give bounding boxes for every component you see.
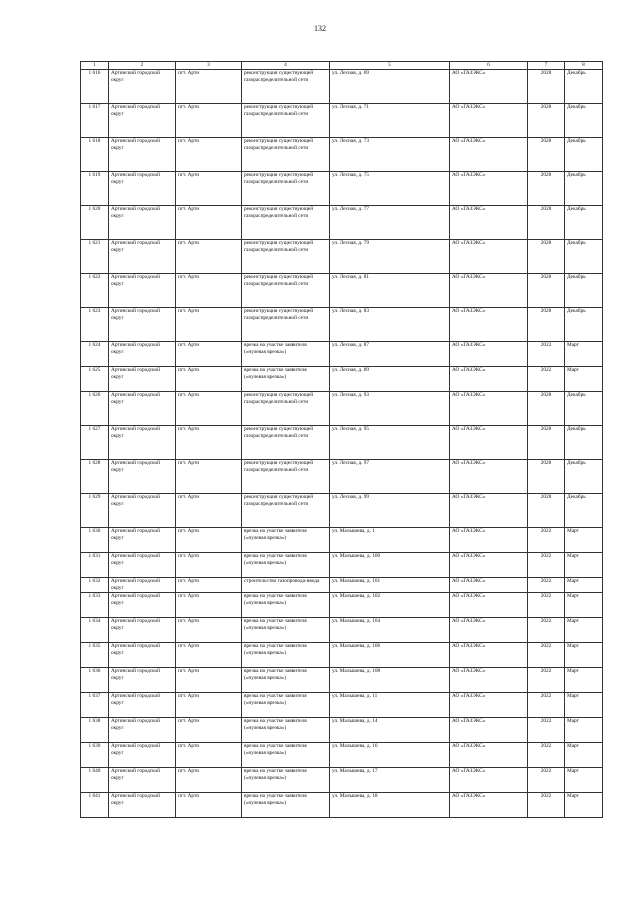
cell-number: 1 631 bbox=[81, 553, 109, 578]
cell-month: Март bbox=[565, 693, 603, 718]
cell-month: Декабрь bbox=[565, 460, 603, 494]
table-row bbox=[81, 138, 603, 172]
cell-organization: АО «ГАЗЭКС» bbox=[450, 308, 528, 342]
cell-work-type: реконструкция существующей газораспределительной сети bbox=[242, 426, 330, 460]
cell-organization: АО «ГАЗЭКС» bbox=[450, 618, 528, 643]
cell-work-type: реконструкция существующей газораспределительной сети bbox=[242, 172, 330, 206]
cell-address: ул. Малышева, д. 11 bbox=[330, 693, 450, 718]
cell-month: Декабрь bbox=[565, 138, 603, 172]
table-row bbox=[81, 342, 603, 367]
cell-locality: пгт. Арти bbox=[176, 643, 242, 668]
cell-organization: АО «ГАЗЭКС» bbox=[450, 718, 528, 743]
cell-district: Артинский городской округ bbox=[109, 240, 176, 274]
cell-locality: пгт. Арти bbox=[176, 593, 242, 618]
cell-year: 2022 bbox=[528, 553, 565, 578]
cell-address: ул. Малышева, д. 106 bbox=[330, 643, 450, 668]
cell-month: Декабрь bbox=[565, 392, 603, 426]
cell-year: 2028 bbox=[528, 240, 565, 274]
cell-work-type: врезка на участке заявителя («нулевая врезка») bbox=[242, 643, 330, 668]
cell-work-type: врезка на участке заявителя («нулевая врезка») bbox=[242, 367, 330, 392]
cell-number: 1 638 bbox=[81, 718, 109, 743]
column-header: 2 bbox=[109, 62, 176, 70]
cell-month: Декабрь bbox=[565, 274, 603, 308]
cell-organization: АО «ГАЗЭКС» bbox=[450, 528, 528, 553]
cell-year: 2022 bbox=[528, 367, 565, 392]
table-row bbox=[81, 743, 603, 768]
cell-year: 2028 bbox=[528, 138, 565, 172]
cell-locality: пгт. Арти bbox=[176, 460, 242, 494]
cell-work-type: врезка на участке заявителя («нулевая врезка») bbox=[242, 718, 330, 743]
cell-work-type: врезка на участке заявителя («нулевая врезка») bbox=[242, 553, 330, 578]
cell-district: Артинский городской округ bbox=[109, 308, 176, 342]
table-row bbox=[81, 206, 603, 240]
table-row bbox=[81, 643, 603, 668]
cell-work-type: реконструкция существующей газораспределительной сети bbox=[242, 138, 330, 172]
cell-locality: пгт. Арти bbox=[176, 392, 242, 426]
cell-month: Декабрь bbox=[565, 70, 603, 104]
cell-month: Март bbox=[565, 578, 603, 593]
cell-locality: пгт. Арти bbox=[176, 793, 242, 818]
cell-address: ул. Лесная, д. 69 bbox=[330, 70, 450, 104]
cell-month: Декабрь bbox=[565, 172, 603, 206]
cell-month: Март bbox=[565, 618, 603, 643]
cell-number: 1 626 bbox=[81, 392, 109, 426]
cell-address: ул. Лесная, д. 77 bbox=[330, 206, 450, 240]
cell-work-type: врезка на участке заявителя («нулевая врезка») bbox=[242, 793, 330, 818]
cell-month: Декабрь bbox=[565, 494, 603, 528]
cell-district: Артинский городской округ bbox=[109, 138, 176, 172]
cell-address: ул. Малышева, д. 16 bbox=[330, 743, 450, 768]
cell-month: Март bbox=[565, 643, 603, 668]
cell-year: 2022 bbox=[528, 668, 565, 693]
cell-work-type: реконструкция существующей газораспределительной сети bbox=[242, 206, 330, 240]
cell-address: ул. Малышева, д. 1 bbox=[330, 528, 450, 553]
cell-work-type: реконструкция существующей газораспределительной сети bbox=[242, 274, 330, 308]
cell-district: Артинский городской округ bbox=[109, 768, 176, 793]
cell-month: Декабрь bbox=[565, 104, 603, 138]
cell-address: ул. Лесная, д. 79 bbox=[330, 240, 450, 274]
table-row bbox=[81, 172, 603, 206]
cell-number: 1 637 bbox=[81, 693, 109, 718]
cell-year: 2022 bbox=[528, 618, 565, 643]
cell-work-type: реконструкция существующей газораспределительной сети bbox=[242, 104, 330, 138]
table-row bbox=[81, 494, 603, 528]
cell-month: Март bbox=[565, 793, 603, 818]
cell-number: 1 618 bbox=[81, 138, 109, 172]
cell-number: 1 634 bbox=[81, 618, 109, 643]
cell-number: 1 622 bbox=[81, 274, 109, 308]
cell-number: 1 632 bbox=[81, 578, 109, 593]
table-row bbox=[81, 426, 603, 460]
table-row bbox=[81, 693, 603, 718]
cell-organization: АО «ГАЗЭКС» bbox=[450, 743, 528, 768]
cell-number: 1 636 bbox=[81, 668, 109, 693]
cell-district: Артинский городской округ bbox=[109, 367, 176, 392]
cell-month: Март bbox=[565, 593, 603, 618]
cell-district: Артинский городской округ bbox=[109, 342, 176, 367]
cell-district: Артинский городской округ bbox=[109, 743, 176, 768]
cell-work-type: реконструкция существующей газораспределительной сети bbox=[242, 392, 330, 426]
cell-year: 2022 bbox=[528, 593, 565, 618]
cell-month: Март bbox=[565, 768, 603, 793]
cell-year: 2022 bbox=[528, 578, 565, 593]
cell-locality: пгт. Арти bbox=[176, 274, 242, 308]
cell-address: ул. Малышева, д. 18 bbox=[330, 793, 450, 818]
cell-work-type: реконструкция существующей газораспределительной сети bbox=[242, 494, 330, 528]
cell-organization: АО «ГАЗЭКС» bbox=[450, 768, 528, 793]
cell-locality: пгт. Арти bbox=[176, 172, 242, 206]
table-row bbox=[81, 593, 603, 618]
cell-work-type: врезка на участке заявителя («нулевая врезка») bbox=[242, 528, 330, 553]
cell-organization: АО «ГАЗЭКС» bbox=[450, 578, 528, 593]
cell-organization: АО «ГАЗЭКС» bbox=[450, 172, 528, 206]
cell-district: Артинский городской округ bbox=[109, 668, 176, 693]
cell-locality: пгт. Арти bbox=[176, 367, 242, 392]
cell-organization: АО «ГАЗЭКС» bbox=[450, 693, 528, 718]
cell-organization: АО «ГАЗЭКС» bbox=[450, 206, 528, 240]
column-header: 8 bbox=[565, 62, 603, 70]
cell-number: 1 623 bbox=[81, 308, 109, 342]
cell-address: ул. Лесная, д. 97 bbox=[330, 460, 450, 494]
cell-organization: АО «ГАЗЭКС» bbox=[450, 494, 528, 528]
cell-address: ул. Малышева, д. 104 bbox=[330, 618, 450, 643]
cell-address: ул. Малышева, д. 102 bbox=[330, 593, 450, 618]
cell-locality: пгт. Арти bbox=[176, 308, 242, 342]
column-header: 6 bbox=[450, 62, 528, 70]
cell-number: 1 620 bbox=[81, 206, 109, 240]
cell-district: Артинский городской округ bbox=[109, 426, 176, 460]
cell-year: 2028 bbox=[528, 460, 565, 494]
cell-district: Артинский городской округ bbox=[109, 643, 176, 668]
cell-year: 2028 bbox=[528, 426, 565, 460]
table-header-row bbox=[81, 62, 603, 70]
cell-locality: пгт. Арти bbox=[176, 693, 242, 718]
cell-address: ул. Лесная, д. 75 bbox=[330, 172, 450, 206]
table-row bbox=[81, 240, 603, 274]
cell-locality: пгт. Арти bbox=[176, 104, 242, 138]
table-row bbox=[81, 104, 603, 138]
cell-address: ул. Лесная, д. 89 bbox=[330, 367, 450, 392]
cell-address: ул. Малышева, д. 14 bbox=[330, 718, 450, 743]
cell-address: ул. Лесная, д. 99 bbox=[330, 494, 450, 528]
table-row bbox=[81, 768, 603, 793]
cell-address: ул. Лесная, д. 95 bbox=[330, 426, 450, 460]
cell-district: Артинский городской округ bbox=[109, 578, 176, 593]
cell-district: Артинский городской округ bbox=[109, 494, 176, 528]
page-number: 132 bbox=[314, 24, 326, 33]
cell-year: 2028 bbox=[528, 70, 565, 104]
document-table bbox=[80, 61, 603, 818]
cell-organization: АО «ГАЗЭКС» bbox=[450, 793, 528, 818]
cell-year: 2022 bbox=[528, 342, 565, 367]
cell-work-type: реконструкция существующей газораспределительной сети bbox=[242, 460, 330, 494]
cell-number: 1 621 bbox=[81, 240, 109, 274]
cell-locality: пгт. Арти bbox=[176, 342, 242, 367]
cell-year: 2022 bbox=[528, 528, 565, 553]
cell-work-type: врезка на участке заявителя («нулевая врезка») bbox=[242, 342, 330, 367]
column-header: 5 bbox=[330, 62, 450, 70]
cell-address: ул. Лесная, д. 83 bbox=[330, 308, 450, 342]
cell-locality: пгт. Арти bbox=[176, 618, 242, 643]
cell-locality: пгт. Арти bbox=[176, 718, 242, 743]
cell-locality: пгт. Арти bbox=[176, 743, 242, 768]
table-row bbox=[81, 367, 603, 392]
cell-year: 2028 bbox=[528, 172, 565, 206]
cell-organization: АО «ГАЗЭКС» bbox=[450, 138, 528, 172]
cell-work-type: реконструкция существующей газораспределительной сети bbox=[242, 70, 330, 104]
cell-year: 2022 bbox=[528, 693, 565, 718]
cell-number: 1 641 bbox=[81, 793, 109, 818]
cell-district: Артинский городской округ bbox=[109, 460, 176, 494]
cell-year: 2028 bbox=[528, 308, 565, 342]
cell-year: 2022 bbox=[528, 768, 565, 793]
cell-number: 1 633 bbox=[81, 593, 109, 618]
cell-number: 1 628 bbox=[81, 460, 109, 494]
cell-address: ул. Лесная, д. 87 bbox=[330, 342, 450, 367]
cell-number: 1 616 bbox=[81, 70, 109, 104]
cell-district: Артинский городской округ bbox=[109, 593, 176, 618]
cell-organization: АО «ГАЗЭКС» bbox=[450, 104, 528, 138]
cell-year: 2022 bbox=[528, 643, 565, 668]
cell-work-type: врезка на участке заявителя («нулевая врезка») bbox=[242, 668, 330, 693]
cell-work-type: врезка на участке заявителя («нулевая врезка») bbox=[242, 593, 330, 618]
table-row bbox=[81, 392, 603, 426]
cell-address: ул. Лесная, д. 81 bbox=[330, 274, 450, 308]
cell-district: Артинский городской округ bbox=[109, 172, 176, 206]
table-row bbox=[81, 70, 603, 104]
cell-number: 1 629 bbox=[81, 494, 109, 528]
cell-organization: АО «ГАЗЭКС» bbox=[450, 392, 528, 426]
cell-locality: пгт. Арти bbox=[176, 240, 242, 274]
cell-organization: АО «ГАЗЭКС» bbox=[450, 668, 528, 693]
cell-locality: пгт. Арти bbox=[176, 768, 242, 793]
cell-work-type: врезка на участке заявителя («нулевая врезка») bbox=[242, 743, 330, 768]
cell-locality: пгт. Арти bbox=[176, 138, 242, 172]
cell-organization: АО «ГАЗЭКС» bbox=[450, 70, 528, 104]
cell-month: Март bbox=[565, 553, 603, 578]
cell-address: ул. Малышева, д. 101 bbox=[330, 578, 450, 593]
table-row bbox=[81, 668, 603, 693]
cell-year: 2028 bbox=[528, 206, 565, 240]
cell-organization: АО «ГАЗЭКС» bbox=[450, 367, 528, 392]
cell-organization: АО «ГАЗЭКС» bbox=[450, 553, 528, 578]
cell-month: Март bbox=[565, 367, 603, 392]
table-row bbox=[81, 793, 603, 818]
cell-district: Артинский городской округ bbox=[109, 70, 176, 104]
cell-number: 1 630 bbox=[81, 528, 109, 553]
column-header: 3 bbox=[176, 62, 242, 70]
cell-year: 2028 bbox=[528, 274, 565, 308]
cell-year: 2022 bbox=[528, 793, 565, 818]
cell-number: 1 624 bbox=[81, 342, 109, 367]
table-row bbox=[81, 718, 603, 743]
cell-year: 2022 bbox=[528, 718, 565, 743]
cell-number: 1 617 bbox=[81, 104, 109, 138]
cell-work-type: врезка на участке заявителя («нулевая врезка») bbox=[242, 768, 330, 793]
cell-work-type: врезка на участке заявителя («нулевая врезка») bbox=[242, 693, 330, 718]
cell-work-type: реконструкция существующей газораспределительной сети bbox=[242, 240, 330, 274]
cell-locality: пгт. Арти bbox=[176, 206, 242, 240]
cell-organization: АО «ГАЗЭКС» bbox=[450, 342, 528, 367]
column-header: 4 bbox=[242, 62, 330, 70]
cell-number: 1 639 bbox=[81, 743, 109, 768]
cell-number: 1 625 bbox=[81, 367, 109, 392]
cell-year: 2028 bbox=[528, 392, 565, 426]
cell-organization: АО «ГАЗЭКС» bbox=[450, 643, 528, 668]
cell-district: Артинский городской округ bbox=[109, 104, 176, 138]
cell-address: ул. Малышева, д. 108 bbox=[330, 668, 450, 693]
table-row bbox=[81, 553, 603, 578]
cell-number: 1 635 bbox=[81, 643, 109, 668]
cell-district: Артинский городской округ bbox=[109, 793, 176, 818]
table-row bbox=[81, 618, 603, 643]
cell-month: Декабрь bbox=[565, 308, 603, 342]
cell-organization: АО «ГАЗЭКС» bbox=[450, 274, 528, 308]
cell-locality: пгт. Арти bbox=[176, 70, 242, 104]
cell-district: Артинский городской округ bbox=[109, 274, 176, 308]
cell-month: Март bbox=[565, 668, 603, 693]
cell-month: Декабрь bbox=[565, 240, 603, 274]
cell-district: Артинский городской округ bbox=[109, 718, 176, 743]
cell-district: Артинский городской округ bbox=[109, 392, 176, 426]
cell-organization: АО «ГАЗЭКС» bbox=[450, 593, 528, 618]
cell-year: 2022 bbox=[528, 743, 565, 768]
cell-district: Артинский городской округ bbox=[109, 528, 176, 553]
cell-work-type: строительство газопровода-ввода bbox=[242, 578, 330, 593]
cell-address: ул. Лесная, д. 73 bbox=[330, 138, 450, 172]
cell-number: 1 640 bbox=[81, 768, 109, 793]
cell-month: Декабрь bbox=[565, 426, 603, 460]
cell-district: Артинский городской округ bbox=[109, 553, 176, 578]
table-row bbox=[81, 308, 603, 342]
table-row bbox=[81, 274, 603, 308]
cell-month: Март bbox=[565, 718, 603, 743]
cell-locality: пгт. Арти bbox=[176, 528, 242, 553]
cell-address: ул. Лесная, д. 93 bbox=[330, 392, 450, 426]
cell-locality: пгт. Арти bbox=[176, 578, 242, 593]
cell-address: ул. Малышева, д. 100 bbox=[330, 553, 450, 578]
cell-locality: пгт. Арти bbox=[176, 668, 242, 693]
cell-number: 1 627 bbox=[81, 426, 109, 460]
cell-organization: АО «ГАЗЭКС» bbox=[450, 460, 528, 494]
cell-work-type: врезка на участке заявителя («нулевая врезка») bbox=[242, 618, 330, 643]
cell-number: 1 619 bbox=[81, 172, 109, 206]
cell-district: Артинский городской округ bbox=[109, 206, 176, 240]
cell-district: Артинский городской округ bbox=[109, 693, 176, 718]
cell-address: ул. Лесная, д. 71 bbox=[330, 104, 450, 138]
cell-month: Декабрь bbox=[565, 206, 603, 240]
cell-month: Март bbox=[565, 528, 603, 553]
cell-year: 2028 bbox=[528, 494, 565, 528]
cell-address: ул. Малышева, д. 17 bbox=[330, 768, 450, 793]
cell-month: Март bbox=[565, 342, 603, 367]
cell-month: Март bbox=[565, 743, 603, 768]
table-row bbox=[81, 578, 603, 593]
cell-locality: пгт. Арти bbox=[176, 426, 242, 460]
cell-locality: пгт. Арти bbox=[176, 553, 242, 578]
column-header: 1 bbox=[81, 62, 109, 70]
cell-work-type: реконструкция существующей газораспределительной сети bbox=[242, 308, 330, 342]
table-row bbox=[81, 528, 603, 553]
cell-organization: АО «ГАЗЭКС» bbox=[450, 426, 528, 460]
cell-year: 2028 bbox=[528, 104, 565, 138]
cell-organization: АО «ГАЗЭКС» bbox=[450, 240, 528, 274]
cell-district: Артинский городской округ bbox=[109, 618, 176, 643]
cell-locality: пгт. Арти bbox=[176, 494, 242, 528]
column-header: 7 bbox=[528, 62, 565, 70]
table-row bbox=[81, 460, 603, 494]
